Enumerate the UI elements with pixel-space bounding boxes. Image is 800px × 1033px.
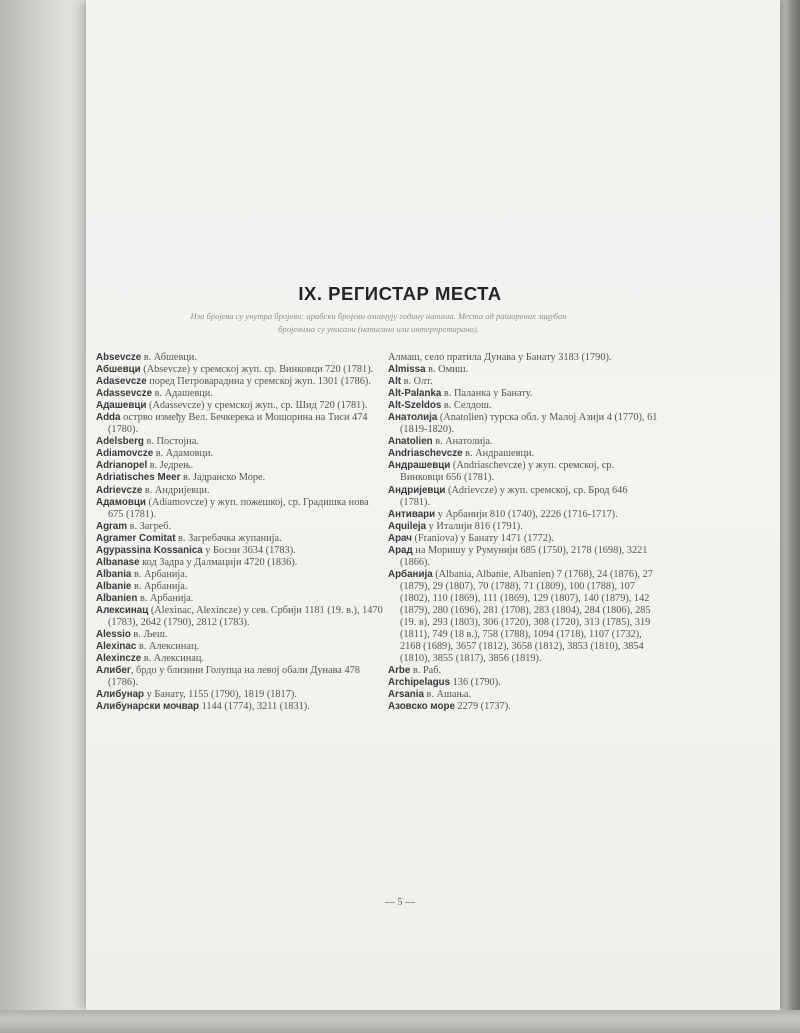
entry-references: (Albania, Albanie, Albanien) 7 (1768), 24 (1876), 27 (1879), 29 (1807), 70 (1788), 71 (1809), 100 (1788), 107 (1802), 110 (1869), 111 (1869), 129 (1807), 140 (1879), 142 (1879), 280 (1696), 281 (1708), 283 (1804), 284 (1806), 285 (19. в), 293 (1803), 306 (1720), 308 (1720), 313 (1785), 319 (1811), 749 (18 в.), 758 (1788), 1094 (1718), 1107 (1732), 2168 (1689), 3657 (1812), 3658 (1812), 3853 (1810), 3854 (1810), 3855 (1817), 3856 (1819).	[400, 568, 653, 665]
entry-references: в. Јадранско Море.	[180, 472, 266, 484]
entry-references: в. Једрењ.	[147, 460, 194, 472]
entry-headword: Alt-Szeldos	[388, 400, 442, 412]
index-entry	[96, 412, 386, 436]
index-entry	[96, 352, 386, 364]
index-entry	[96, 689, 386, 701]
entry-headword: Алибег	[96, 665, 131, 677]
entry-references: 136 (1790).	[450, 677, 501, 689]
index-entry	[388, 412, 658, 436]
entry-headword: Adriatisches Meer	[96, 472, 181, 484]
entry-headword: Adelsberg	[96, 436, 144, 448]
index-entry	[388, 364, 658, 376]
entry-references: в. Љеш.	[130, 629, 168, 641]
entry-headword: Albania	[96, 568, 132, 580]
entry-headword: Alexincze	[96, 653, 142, 665]
entry-references: 1144 (1774), 3211 (1831).	[199, 701, 310, 713]
entry-headword: Азовско море	[388, 701, 455, 713]
entry-references: (Adiamovcze) у жуп. пожешкој, ср. Градишка нова 675 (1781).	[108, 496, 369, 520]
index-entry	[388, 533, 658, 545]
index-entry	[96, 521, 386, 533]
entry-references: в. Арбанија.	[131, 580, 188, 592]
index-entry	[96, 364, 386, 376]
entry-references: в. Ашања.	[423, 689, 472, 701]
entry-headword: Arbe	[388, 665, 411, 677]
index-entry	[96, 436, 386, 448]
index-entry	[96, 472, 386, 484]
index-entry	[96, 460, 386, 472]
index-entry	[96, 545, 386, 557]
index-entry	[388, 376, 658, 388]
entry-references: в. Олт.	[401, 376, 433, 388]
entry-headword: Алексинац	[96, 604, 149, 616]
entry-references: у Банату, 1155 (1790), 1819 (1817).	[144, 689, 297, 701]
entry-references: (Absevcze) у сремскoj жуп. ср. Винковци 720 (1781).	[140, 364, 374, 376]
index-entry	[96, 376, 386, 388]
index-entry	[388, 569, 658, 665]
entry-headword: Agram	[96, 520, 128, 532]
entry-references: в. Паланка у Банату.	[441, 388, 533, 400]
entry-references: в. Раб.	[410, 665, 442, 677]
entry-headword: Арач	[388, 532, 412, 544]
entry-headword: Адамовци	[96, 496, 146, 508]
entry-references: в. Алексинац.	[141, 653, 204, 665]
index-entry	[96, 485, 386, 497]
explanatory-note	[96, 310, 661, 336]
entry-references: в. Загребачка жупанија.	[175, 532, 282, 544]
entry-references: в. Анатолија.	[432, 436, 493, 448]
index-entry	[388, 689, 658, 701]
index-entry	[96, 605, 386, 629]
index-entry	[96, 497, 386, 521]
index-entry	[96, 448, 386, 460]
entry-references: в. Адамовци.	[153, 448, 214, 460]
entry-references: у Италији 816 (1791).	[426, 520, 523, 532]
entry-references: острво измеђy Вел. Бечкерека и Мошорина на Тиси 474 (1780).	[108, 412, 368, 436]
entry-references: в. Арбанија.	[131, 568, 188, 580]
index-entry	[388, 665, 658, 677]
entry-references: (Adrievcze) у жуп. сремској, ср. Брод 646 (1781).	[400, 484, 628, 508]
entry-headword: Albanien	[96, 592, 138, 604]
entry-headword: Alexinac	[96, 641, 137, 653]
entry-headword: Agypassina Kossanica	[96, 544, 203, 556]
index-entry	[96, 653, 386, 665]
entry-headword: Арбанија	[388, 568, 433, 580]
index-entry	[96, 581, 386, 593]
entry-headword: Andriaschevcze	[388, 448, 463, 460]
index-entry	[96, 400, 386, 412]
entry-references: (Alexinac, Alexincze) у сев. Србији 1181 (19. в.), 1470 (1783), 2642 (1790), 2812 (1783).	[108, 604, 383, 629]
entry-references: в. Постојна.	[143, 436, 199, 448]
entry-references: в. Омиш.	[425, 364, 469, 376]
entry-references: в. Арбанија.	[137, 592, 194, 604]
entry-headword: Алибунар	[96, 689, 145, 701]
entry-headword: Arsania	[388, 689, 424, 701]
index-entry	[388, 400, 658, 412]
entry-references: 2279 (1737).	[454, 701, 511, 713]
entry-references: поред Петроварадина у сремској жуп. 1301 (1786).	[146, 376, 371, 388]
entry-references: (Franiova) у Банату 1471 (1772).	[411, 532, 554, 544]
index-entry	[388, 521, 658, 533]
entry-references: на Моришу у Румунији 685 (1750), 2178 (1698), 3221 (1866).	[400, 544, 648, 568]
entry-headword: Anatolien	[388, 436, 433, 448]
entry-headword: Андријевци	[388, 484, 446, 496]
index-entry	[96, 641, 386, 653]
index-entry	[96, 569, 386, 581]
entry-references: Алмаш, село пратила Дунава у Банату 3183 (1790).	[388, 352, 612, 363]
entry-headword: Анатолија	[388, 412, 438, 424]
page-number: — 5 —	[385, 897, 415, 908]
entry-headword: Archipelagus	[388, 677, 451, 689]
entry-references: у Босни 3634 (1783).	[202, 544, 296, 556]
entry-references: , брдо у близини Голупца на левој обали Дунава 478 (1786).	[108, 665, 360, 689]
entry-headword: Адашевци	[96, 400, 147, 412]
note-line: бројевима су уписани (написано или интерпретирано).	[278, 324, 479, 334]
index-entry	[96, 533, 386, 545]
index-column-right	[388, 352, 658, 713]
index-entry	[388, 436, 658, 448]
entry-references: в. Загреб.	[127, 520, 172, 532]
entry-references: в. Андрашевци.	[462, 448, 535, 460]
entry-headword: Alt	[388, 376, 402, 388]
entry-headword: Алибунарски мочвар	[96, 701, 200, 713]
entry-headword: Albanie	[96, 580, 132, 592]
entry-headword: Adrievcze	[96, 484, 143, 496]
index-entry	[96, 629, 386, 641]
index-entry	[96, 593, 386, 605]
entry-references: в. Адашевци.	[152, 388, 213, 400]
index-entry	[96, 701, 386, 713]
index-entry	[388, 677, 658, 689]
entry-headword: Абшевци	[96, 364, 141, 376]
page-edge-shadow	[0, 1010, 800, 1033]
entry-headword: Aquileja	[388, 520, 427, 532]
entry-references: у Арбанији 810 (1740), 2226 (1716-1717).	[435, 508, 618, 520]
entry-references: код Задра у Далмацији 4720 (1836).	[139, 556, 298, 568]
entry-headword: Adassevcze	[96, 388, 153, 400]
entry-headword: Антивари	[388, 508, 436, 520]
note-line: Иза бројева су унутра бројеви: арабски бројеви означују годину напиша. Места од раширених зацубан	[190, 311, 567, 321]
index-entry	[388, 352, 658, 364]
entry-headword: Adrianopel	[96, 460, 148, 472]
entry-headword: Absevcze	[96, 352, 142, 363]
entry-headword: Alt-Palanka	[388, 388, 442, 400]
index-entry	[96, 557, 386, 569]
index-entry	[96, 665, 386, 689]
entry-references: в. Алексинац.	[136, 641, 200, 653]
index-entry	[96, 388, 386, 400]
entry-references: (Adassevcze) у сремској жуп., ср. Шид 720 (1781).	[146, 400, 368, 412]
entry-references: в. Абшевци.	[141, 352, 197, 363]
index-entry	[388, 448, 658, 460]
entry-headword: Adiamovcze	[96, 448, 154, 460]
entry-references: (Anatolien) турска обл. у Малој Азији 4 (1770), 61 (1819-1820).	[400, 412, 658, 436]
entry-headword: Almissa	[388, 364, 426, 376]
index-entry	[388, 388, 658, 400]
entry-headword: Alessio	[96, 629, 131, 641]
entry-headword: Adasevcze	[96, 376, 147, 388]
entry-references: в. Селдош.	[441, 400, 492, 412]
section-title: IX. РЕГИСТАР МЕСТА	[298, 283, 502, 304]
entry-headword: Арад	[388, 544, 413, 556]
entry-headword: Agramer Comitat	[96, 532, 176, 544]
entry-headword: Adda	[96, 412, 121, 424]
index-entry	[388, 545, 658, 569]
entry-headword: Albanase	[96, 556, 140, 568]
index-entry	[388, 509, 658, 521]
entry-references: в. Андријевци.	[142, 484, 210, 496]
index-column-left	[96, 352, 386, 713]
index-entry	[388, 460, 658, 484]
entry-references: (Andriaschevcze) у жуп. сремској, ср. Винковци 656 (1781).	[400, 460, 615, 484]
index-entry	[388, 485, 658, 509]
index-entry	[388, 701, 658, 713]
entry-headword: Андрашевци	[388, 460, 451, 472]
